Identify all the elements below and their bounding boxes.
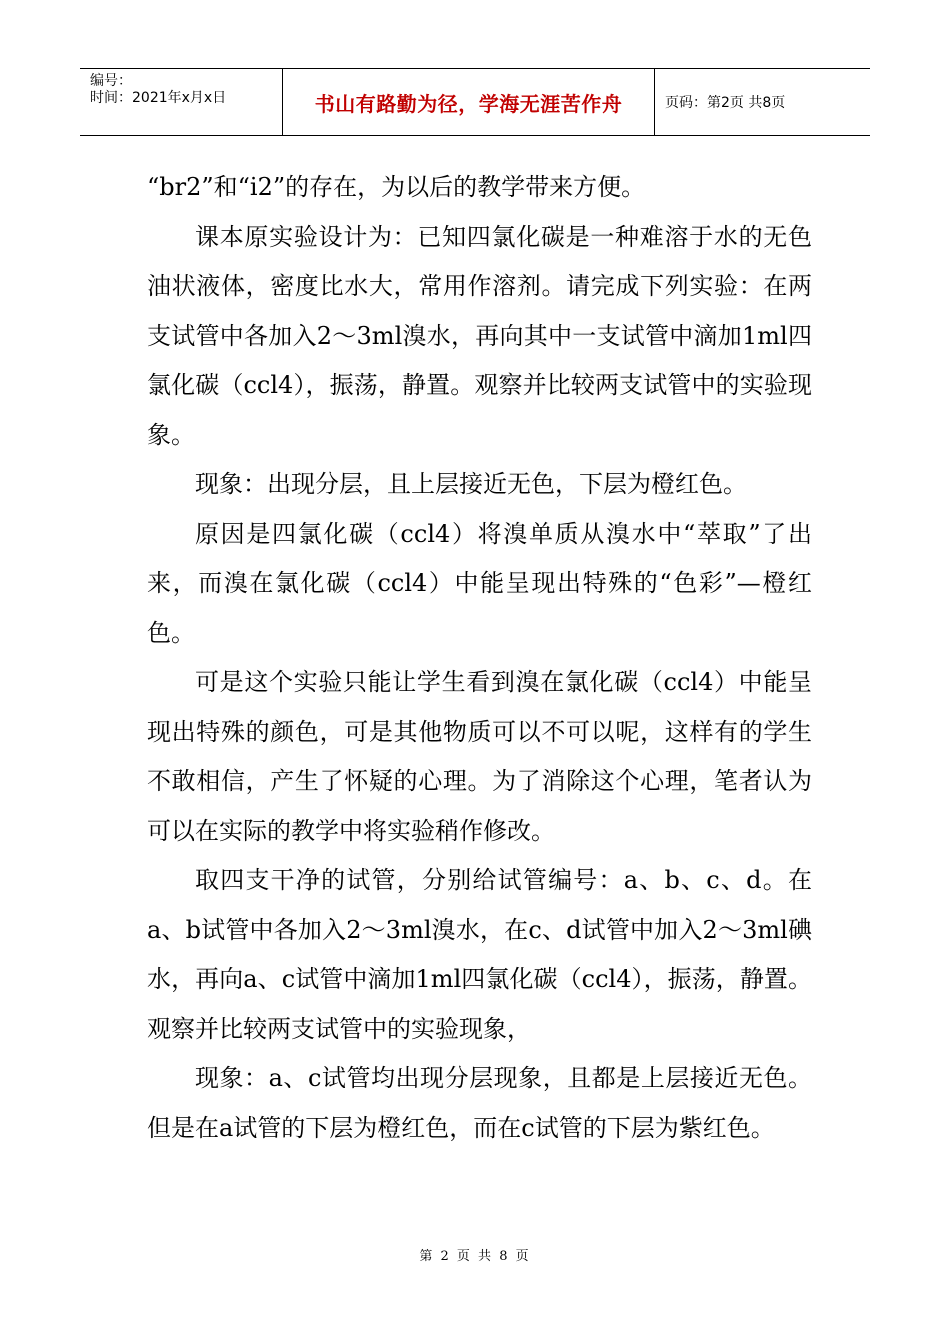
paragraph-continuation: “br2”和“i2”的存在，为以后的教学带来方便。	[147, 173, 646, 201]
paragraph-original-experiment: 课本原实验设计为：已知四氯化碳是一种难溶于水的无色油状液体，密度比水大，常用作溶剂。请完成下列实验：在两支试管中各加入2～3ml溴水，再向其中一支试管中滴加1ml四氯化碳（ccl4），振荡，静置。观察并比较两支试管中的实验现象。	[147, 222, 812, 449]
page-header	[80, 68, 870, 136]
paragraph-phenomenon-2: 现象：a、c试管均出现分层现象，且都是上层接近无色。但是在a试管的下层为橙红色，而在c试管的下层为紫红色。	[147, 1064, 812, 1142]
document-number-label: 编号：	[90, 73, 132, 89]
header-page-info: 页码：第2页 共8页	[665, 95, 786, 111]
document-body	[147, 163, 812, 1153]
header-meta	[80, 69, 283, 135]
page-footer: 第 2 页 共 8 页	[419, 1249, 531, 1264]
header-motto-cell	[283, 69, 655, 135]
paragraph-modified-experiment: 取四支干净的试管，分别给试管编号：a、b、c、d。在a、b试管中各加入2～3ml溴水，在c、d试管中加入2～3ml碘水，再向a、c试管中滴加1ml四氯化碳（ccl4），振荡，静置。观察并比较两支试管中的实验现象，	[147, 866, 812, 1043]
header-page-info-cell	[655, 69, 870, 135]
paragraph-reason: 原因是四氯化碳（ccl4）将溴单质从溴水中“萃取”了出来，而溴在氯化碳（ccl4）中能呈现出特殊的“色彩”—橙红色。	[147, 519, 812, 647]
paragraph-phenomenon-1: 现象：出现分层，且上层接近无色，下层为橙红色。	[195, 470, 747, 498]
paragraph-doubt: 可是这个实验只能让学生看到溴在氯化碳（ccl4）中能呈现出特殊的颜色，可是其他物质可以不可以呢，这样有的学生不敢相信，产生了怀疑的心理。为了消除这个心理，笔者认为可以在实际的教学中将实验稍作修改。	[147, 668, 812, 845]
header-motto: 书山有路勤为径，学海无涯苦作舟	[314, 91, 623, 116]
document-time-label: 时间：2021年x月x日	[90, 90, 227, 106]
